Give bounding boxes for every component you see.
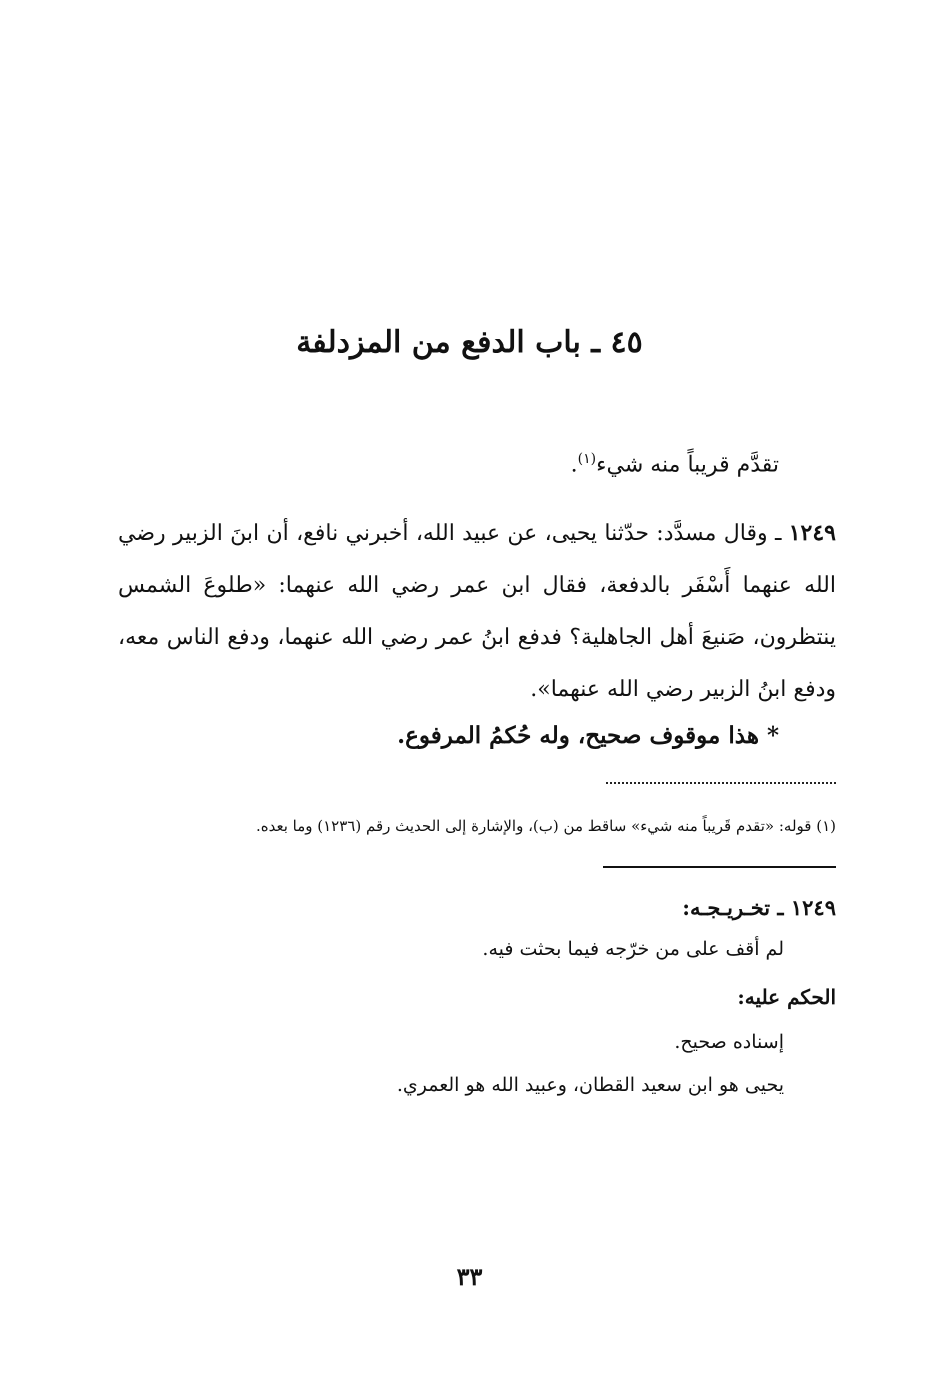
ruling-line: * هذا موقوف صحيح، وله حُكمُ المرفوع. xyxy=(397,722,779,749)
intro-end: . xyxy=(570,452,578,478)
page-number: ٣٣ xyxy=(456,1262,483,1291)
footnote-separator xyxy=(606,782,836,784)
takhrij-heading: ١٢٤٩ ـ تخـريـجـه: xyxy=(682,895,836,920)
hadith-text: ـ وقال مسدَّد: حدّثنا يحيى، عن عبيد الله، أخبرني نافع، أن ابنَ الزبير رضي الله عنهما أَسْفَر بالدفعة، فقال ابن عمر رضي الله عنهما: «طلوعَ الشمس ينتظرون، صَنيعَ أهل الجاهلية؟ فدفع ابنُ عمر رضي الله عنهما، ودفع الناس معه، ودفع ابنُ الزبير رضي الله عنهما». xyxy=(118,521,836,702)
intro-text: تقدَّم قريباً منه شيء xyxy=(596,452,779,478)
takhrij-body: لم أقف على من خرّجه فيما بحثت فيه. xyxy=(482,938,784,960)
hukm-heading: الحكم عليه: xyxy=(737,985,836,1009)
narrator-note: يحيى هو ابن سعيد القطان، وعبيد الله هو العمري. xyxy=(396,1074,784,1096)
footnote-ref[interactable]: (١) xyxy=(577,451,597,467)
hukm-body: إسناده صحيح. xyxy=(674,1031,784,1053)
section-divider xyxy=(603,866,836,868)
hadith-paragraph xyxy=(118,507,836,716)
footnote-text: (١) قوله: «تقدم قَريباً منه شيء» ساقط من (ب)، والإشارة إلى الحديث رقم (١٢٣٦) وما بعده. xyxy=(255,817,836,835)
intro-line xyxy=(571,450,779,481)
hadith-number: ١٢٤٩ xyxy=(788,520,836,546)
chapter-title: ٤٥ ـ باب الدفع من المزدلفة xyxy=(296,325,643,360)
